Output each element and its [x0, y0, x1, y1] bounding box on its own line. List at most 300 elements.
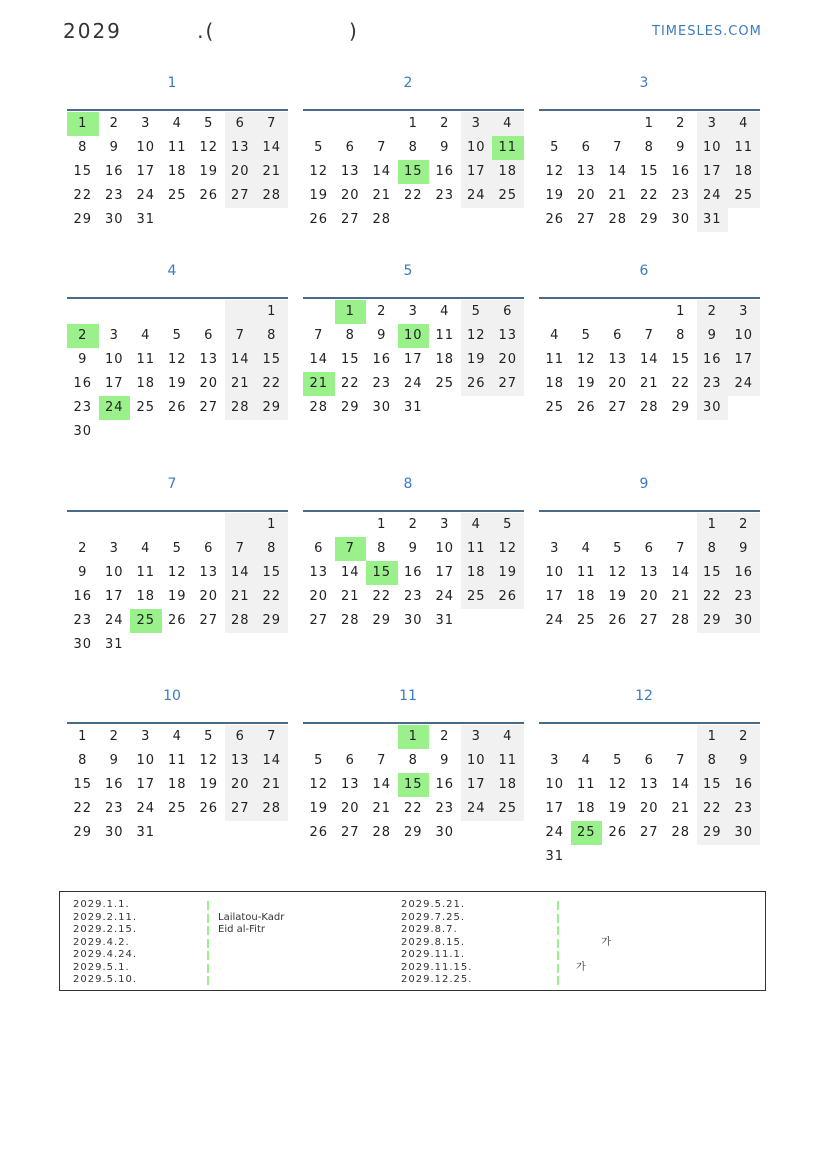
day-cell[interactable]: 23: [403, 589, 423, 604]
day-cell[interactable]: 17: [545, 801, 565, 816]
day-cell[interactable]: 25: [167, 188, 187, 203]
day-cell[interactable]: 27: [225, 797, 257, 821]
day-cell[interactable]: 18: [136, 376, 156, 391]
day-cell[interactable]: 2: [440, 729, 450, 744]
day-cell[interactable]: 1: [676, 304, 686, 319]
day-cell[interactable]: 24: [435, 589, 455, 604]
day-cell[interactable]: 20: [199, 376, 219, 391]
holiday-day-cell[interactable]: 10: [398, 324, 430, 348]
holiday-day-cell[interactable]: 11: [492, 136, 524, 160]
day-cell[interactable]: 7: [314, 328, 324, 343]
day-cell[interactable]: 27: [639, 613, 659, 628]
day-cell[interactable]: 28: [608, 212, 628, 227]
day-cell[interactable]: 4: [581, 541, 591, 556]
day-cell[interactable]: 5: [492, 513, 524, 537]
day-cell[interactable]: 13: [340, 164, 360, 179]
day-cell[interactable]: 4: [492, 112, 524, 136]
day-cell[interactable]: 11: [545, 352, 565, 367]
holiday-day-cell[interactable]: 21: [303, 372, 335, 396]
day-cell[interactable]: 16: [435, 777, 455, 792]
day-cell[interactable]: 7: [377, 140, 387, 155]
day-cell[interactable]: 8: [256, 324, 288, 348]
day-cell[interactable]: 17: [104, 376, 124, 391]
day-cell[interactable]: 25: [435, 376, 455, 391]
day-cell[interactable]: 30: [372, 400, 392, 415]
day-cell[interactable]: 6: [225, 725, 257, 749]
day-cell[interactable]: 13: [492, 324, 524, 348]
day-cell[interactable]: 8: [697, 537, 729, 561]
day-cell[interactable]: 2: [697, 300, 729, 324]
day-cell[interactable]: 7: [256, 725, 288, 749]
day-cell[interactable]: 2: [78, 541, 88, 556]
day-cell[interactable]: 16: [104, 164, 124, 179]
day-cell[interactable]: 26: [309, 212, 329, 227]
day-cell[interactable]: 18: [136, 589, 156, 604]
day-cell[interactable]: 2: [109, 116, 119, 131]
day-cell[interactable]: 30: [73, 637, 93, 652]
day-cell[interactable]: 25: [728, 184, 760, 208]
day-cell[interactable]: 1: [78, 729, 88, 744]
day-cell[interactable]: 31: [545, 849, 565, 864]
day-cell[interactable]: 6: [492, 300, 524, 324]
day-cell[interactable]: 3: [461, 112, 493, 136]
day-cell[interactable]: 18: [728, 160, 760, 184]
day-cell[interactable]: 9: [440, 140, 450, 155]
holiday-day-cell[interactable]: 25: [571, 821, 603, 845]
day-cell[interactable]: 24: [104, 613, 124, 628]
day-cell[interactable]: 15: [73, 777, 93, 792]
day-cell[interactable]: 9: [109, 753, 119, 768]
day-cell[interactable]: 25: [492, 184, 524, 208]
day-cell[interactable]: 12: [576, 352, 596, 367]
day-cell[interactable]: 16: [73, 376, 93, 391]
day-cell[interactable]: 21: [256, 773, 288, 797]
day-cell[interactable]: 14: [608, 164, 628, 179]
day-cell[interactable]: 26: [309, 825, 329, 840]
day-cell[interactable]: 10: [136, 753, 156, 768]
day-cell[interactable]: 14: [372, 164, 392, 179]
day-cell[interactable]: 5: [204, 729, 214, 744]
day-cell[interactable]: 3: [550, 541, 560, 556]
day-cell[interactable]: 29: [73, 212, 93, 227]
day-cell[interactable]: 4: [581, 753, 591, 768]
day-cell[interactable]: 9: [728, 537, 760, 561]
day-cell[interactable]: 13: [225, 136, 257, 160]
day-cell[interactable]: 15: [256, 348, 288, 372]
day-cell[interactable]: 28: [372, 212, 392, 227]
day-cell[interactable]: 30: [435, 825, 455, 840]
day-cell[interactable]: 8: [644, 140, 654, 155]
day-cell[interactable]: 4: [728, 112, 760, 136]
day-cell[interactable]: 1: [697, 513, 729, 537]
day-cell[interactable]: 26: [167, 400, 187, 415]
day-cell[interactable]: 22: [73, 188, 93, 203]
day-cell[interactable]: 11: [576, 565, 596, 580]
day-cell[interactable]: 28: [372, 825, 392, 840]
day-cell[interactable]: 17: [435, 565, 455, 580]
day-cell[interactable]: 29: [639, 212, 659, 227]
day-cell[interactable]: 4: [141, 328, 151, 343]
day-cell[interactable]: 30: [671, 212, 691, 227]
day-cell[interactable]: 23: [671, 188, 691, 203]
day-cell[interactable]: 15: [671, 352, 691, 367]
day-cell[interactable]: 24: [136, 801, 156, 816]
day-cell[interactable]: 31: [435, 613, 455, 628]
day-cell[interactable]: 10: [461, 136, 493, 160]
day-cell[interactable]: 13: [225, 749, 257, 773]
day-cell[interactable]: 4: [492, 725, 524, 749]
holiday-day-cell[interactable]: 2: [67, 324, 99, 348]
day-cell[interactable]: 18: [576, 589, 596, 604]
day-cell[interactable]: 18: [167, 164, 187, 179]
holiday-day-cell[interactable]: 1: [335, 300, 367, 324]
day-cell[interactable]: 17: [104, 589, 124, 604]
day-cell[interactable]: 18: [461, 561, 493, 585]
day-cell[interactable]: 28: [309, 400, 329, 415]
day-cell[interactable]: 13: [639, 777, 659, 792]
day-cell[interactable]: 22: [403, 188, 423, 203]
day-cell[interactable]: 21: [340, 589, 360, 604]
day-cell[interactable]: 15: [340, 352, 360, 367]
day-cell[interactable]: 16: [104, 777, 124, 792]
day-cell[interactable]: 3: [461, 725, 493, 749]
day-cell[interactable]: 17: [403, 352, 423, 367]
day-cell[interactable]: 17: [728, 348, 760, 372]
day-cell[interactable]: 5: [314, 753, 324, 768]
day-cell[interactable]: 16: [728, 773, 760, 797]
day-cell[interactable]: 3: [109, 328, 119, 343]
day-cell[interactable]: 5: [550, 140, 560, 155]
day-cell[interactable]: 17: [461, 773, 493, 797]
day-cell[interactable]: 6: [581, 140, 591, 155]
day-cell[interactable]: 19: [545, 188, 565, 203]
day-cell[interactable]: 28: [671, 825, 691, 840]
day-cell[interactable]: 20: [340, 188, 360, 203]
day-cell[interactable]: 21: [639, 376, 659, 391]
day-cell[interactable]: 2: [440, 116, 450, 131]
holiday-day-cell[interactable]: 25: [130, 609, 162, 633]
day-cell[interactable]: 10: [435, 541, 455, 556]
day-cell[interactable]: 22: [372, 589, 392, 604]
day-cell[interactable]: 6: [204, 541, 214, 556]
day-cell[interactable]: 30: [73, 424, 93, 439]
day-cell[interactable]: 5: [172, 541, 182, 556]
day-cell[interactable]: 31: [403, 400, 423, 415]
day-cell[interactable]: 20: [340, 801, 360, 816]
day-cell[interactable]: 13: [576, 164, 596, 179]
day-cell[interactable]: 29: [697, 821, 729, 845]
day-cell[interactable]: 30: [728, 821, 760, 845]
day-cell[interactable]: 22: [697, 585, 729, 609]
day-cell[interactable]: 23: [73, 400, 93, 415]
day-cell[interactable]: 22: [340, 376, 360, 391]
day-cell[interactable]: 23: [104, 801, 124, 816]
day-cell[interactable]: 21: [225, 585, 257, 609]
day-cell[interactable]: 19: [167, 376, 187, 391]
day-cell[interactable]: 16: [403, 565, 423, 580]
day-cell[interactable]: 23: [372, 376, 392, 391]
day-cell[interactable]: 23: [435, 188, 455, 203]
day-cell[interactable]: 5: [172, 328, 182, 343]
day-cell[interactable]: 13: [340, 777, 360, 792]
day-cell[interactable]: 27: [309, 613, 329, 628]
day-cell[interactable]: 25: [576, 613, 596, 628]
day-cell[interactable]: 31: [136, 825, 156, 840]
holiday-day-cell[interactable]: 15: [398, 160, 430, 184]
day-cell[interactable]: 10: [104, 565, 124, 580]
day-cell[interactable]: 9: [440, 753, 450, 768]
day-cell[interactable]: 27: [199, 613, 219, 628]
day-cell[interactable]: 20: [225, 773, 257, 797]
day-cell[interactable]: 10: [545, 777, 565, 792]
day-cell[interactable]: 19: [199, 164, 219, 179]
day-cell[interactable]: 17: [461, 160, 493, 184]
day-cell[interactable]: 18: [576, 801, 596, 816]
day-cell[interactable]: 26: [167, 613, 187, 628]
day-cell[interactable]: 30: [104, 825, 124, 840]
day-cell[interactable]: 19: [576, 376, 596, 391]
day-cell[interactable]: 10: [545, 565, 565, 580]
day-cell[interactable]: 12: [199, 753, 219, 768]
day-cell[interactable]: 31: [136, 212, 156, 227]
day-cell[interactable]: 16: [697, 348, 729, 372]
day-cell[interactable]: 24: [461, 797, 493, 821]
day-cell[interactable]: 6: [644, 541, 654, 556]
day-cell[interactable]: 21: [256, 160, 288, 184]
day-cell[interactable]: 24: [136, 188, 156, 203]
day-cell[interactable]: 11: [492, 749, 524, 773]
day-cell[interactable]: 9: [78, 352, 88, 367]
day-cell[interactable]: 7: [644, 328, 654, 343]
day-cell[interactable]: 21: [372, 188, 392, 203]
day-cell[interactable]: 24: [545, 613, 565, 628]
day-cell[interactable]: 23: [728, 585, 760, 609]
day-cell[interactable]: 12: [608, 777, 628, 792]
day-cell[interactable]: 17: [136, 777, 156, 792]
day-cell[interactable]: 19: [309, 188, 329, 203]
day-cell[interactable]: 27: [340, 825, 360, 840]
day-cell[interactable]: 4: [461, 513, 493, 537]
day-cell[interactable]: 29: [340, 400, 360, 415]
day-cell[interactable]: 27: [576, 212, 596, 227]
day-cell[interactable]: 28: [256, 797, 288, 821]
day-cell[interactable]: 24: [545, 825, 565, 840]
day-cell[interactable]: 20: [309, 589, 329, 604]
day-cell[interactable]: 23: [435, 801, 455, 816]
day-cell[interactable]: 29: [256, 609, 288, 633]
day-cell[interactable]: 3: [550, 753, 560, 768]
day-cell[interactable]: 3: [141, 116, 151, 131]
day-cell[interactable]: 8: [408, 753, 418, 768]
day-cell[interactable]: 8: [78, 140, 88, 155]
day-cell[interactable]: 26: [608, 613, 628, 628]
day-cell[interactable]: 20: [576, 188, 596, 203]
day-cell[interactable]: 12: [545, 164, 565, 179]
day-cell[interactable]: 22: [671, 376, 691, 391]
day-cell[interactable]: 25: [545, 400, 565, 415]
day-cell[interactable]: 31: [697, 208, 729, 232]
day-cell[interactable]: 25: [167, 801, 187, 816]
day-cell[interactable]: 18: [492, 773, 524, 797]
holiday-day-cell[interactable]: 24: [99, 396, 131, 420]
day-cell[interactable]: 6: [204, 328, 214, 343]
day-cell[interactable]: 15: [697, 773, 729, 797]
day-cell[interactable]: 27: [225, 184, 257, 208]
day-cell[interactable]: 14: [225, 561, 257, 585]
day-cell[interactable]: 2: [676, 116, 686, 131]
day-cell[interactable]: 26: [461, 372, 493, 396]
day-cell[interactable]: 11: [167, 753, 187, 768]
day-cell[interactable]: 5: [581, 328, 591, 343]
day-cell[interactable]: 20: [199, 589, 219, 604]
day-cell[interactable]: 17: [545, 589, 565, 604]
day-cell[interactable]: 14: [671, 777, 691, 792]
day-cell[interactable]: 16: [728, 561, 760, 585]
day-cell[interactable]: 10: [728, 324, 760, 348]
day-cell[interactable]: 21: [225, 372, 257, 396]
day-cell[interactable]: 6: [644, 753, 654, 768]
day-cell[interactable]: 27: [340, 212, 360, 227]
day-cell[interactable]: 4: [141, 541, 151, 556]
day-cell[interactable]: 13: [309, 565, 329, 580]
day-cell[interactable]: 18: [435, 352, 455, 367]
day-cell[interactable]: 3: [141, 729, 151, 744]
day-cell[interactable]: 14: [639, 352, 659, 367]
day-cell[interactable]: 29: [256, 396, 288, 420]
day-cell[interactable]: 12: [309, 777, 329, 792]
day-cell[interactable]: 26: [608, 825, 628, 840]
day-cell[interactable]: 8: [256, 537, 288, 561]
day-cell[interactable]: 8: [697, 749, 729, 773]
day-cell[interactable]: 18: [167, 777, 187, 792]
day-cell[interactable]: 13: [639, 565, 659, 580]
day-cell[interactable]: 7: [676, 541, 686, 556]
day-cell[interactable]: 11: [728, 136, 760, 160]
day-cell[interactable]: 22: [256, 585, 288, 609]
day-cell[interactable]: 27: [639, 825, 659, 840]
day-cell[interactable]: 11: [136, 352, 156, 367]
day-cell[interactable]: 20: [492, 348, 524, 372]
holiday-day-cell[interactable]: 1: [398, 725, 430, 749]
day-cell[interactable]: 11: [167, 140, 187, 155]
day-cell[interactable]: 6: [225, 112, 257, 136]
day-cell[interactable]: 14: [256, 136, 288, 160]
day-cell[interactable]: 23: [697, 372, 729, 396]
day-cell[interactable]: 15: [73, 164, 93, 179]
day-cell[interactable]: 9: [697, 324, 729, 348]
day-cell[interactable]: 7: [225, 537, 257, 561]
day-cell[interactable]: 16: [671, 164, 691, 179]
day-cell[interactable]: 16: [372, 352, 392, 367]
day-cell[interactable]: 3: [697, 112, 729, 136]
day-cell[interactable]: 4: [440, 304, 450, 319]
day-cell[interactable]: 12: [167, 352, 187, 367]
day-cell[interactable]: 9: [408, 541, 418, 556]
day-cell[interactable]: 22: [403, 801, 423, 816]
day-cell[interactable]: 14: [372, 777, 392, 792]
day-cell[interactable]: 5: [461, 300, 493, 324]
holiday-day-cell[interactable]: 1: [67, 112, 99, 136]
day-cell[interactable]: 16: [73, 589, 93, 604]
day-cell[interactable]: 5: [204, 116, 214, 131]
day-cell[interactable]: 6: [345, 140, 355, 155]
day-cell[interactable]: 20: [639, 801, 659, 816]
day-cell[interactable]: 8: [676, 328, 686, 343]
day-cell[interactable]: 4: [172, 116, 182, 131]
day-cell[interactable]: 5: [314, 140, 324, 155]
day-cell[interactable]: 8: [408, 140, 418, 155]
day-cell[interactable]: 27: [492, 372, 524, 396]
day-cell[interactable]: 26: [545, 212, 565, 227]
day-cell[interactable]: 28: [225, 396, 257, 420]
day-cell[interactable]: 30: [403, 613, 423, 628]
day-cell[interactable]: 10: [461, 749, 493, 773]
day-cell[interactable]: 21: [671, 801, 691, 816]
day-cell[interactable]: 4: [172, 729, 182, 744]
day-cell[interactable]: 15: [697, 561, 729, 585]
day-cell[interactable]: 19: [199, 777, 219, 792]
day-cell[interactable]: 28: [225, 609, 257, 633]
day-cell[interactable]: 21: [671, 589, 691, 604]
day-cell[interactable]: 20: [608, 376, 628, 391]
day-cell[interactable]: 13: [199, 352, 219, 367]
day-cell[interactable]: 14: [256, 749, 288, 773]
day-cell[interactable]: 9: [676, 140, 686, 155]
day-cell[interactable]: 20: [639, 589, 659, 604]
day-cell[interactable]: 2: [408, 517, 418, 532]
day-cell[interactable]: 24: [697, 184, 729, 208]
day-cell[interactable]: 8: [345, 328, 355, 343]
day-cell[interactable]: 19: [492, 561, 524, 585]
day-cell[interactable]: 24: [461, 184, 493, 208]
day-cell[interactable]: 2: [728, 725, 760, 749]
day-cell[interactable]: 2: [377, 304, 387, 319]
day-cell[interactable]: 31: [104, 637, 124, 652]
day-cell[interactable]: 30: [697, 396, 729, 420]
day-cell[interactable]: 5: [613, 753, 623, 768]
day-cell[interactable]: 22: [256, 372, 288, 396]
day-cell[interactable]: 22: [639, 188, 659, 203]
day-cell[interactable]: 23: [728, 797, 760, 821]
day-cell[interactable]: 19: [309, 801, 329, 816]
day-cell[interactable]: 24: [728, 372, 760, 396]
day-cell[interactable]: 2: [728, 513, 760, 537]
day-cell[interactable]: 6: [345, 753, 355, 768]
day-cell[interactable]: 11: [136, 565, 156, 580]
day-cell[interactable]: 17: [697, 160, 729, 184]
day-cell[interactable]: 16: [435, 164, 455, 179]
day-cell[interactable]: 1: [256, 300, 288, 324]
day-cell[interactable]: 30: [728, 609, 760, 633]
day-cell[interactable]: 30: [104, 212, 124, 227]
day-cell[interactable]: 12: [199, 140, 219, 155]
day-cell[interactable]: 28: [639, 400, 659, 415]
day-cell[interactable]: 6: [314, 541, 324, 556]
day-cell[interactable]: 9: [728, 749, 760, 773]
day-cell[interactable]: 10: [697, 136, 729, 160]
day-cell[interactable]: 22: [73, 801, 93, 816]
day-cell[interactable]: 15: [256, 561, 288, 585]
day-cell[interactable]: 13: [608, 352, 628, 367]
day-cell[interactable]: 14: [225, 348, 257, 372]
day-cell[interactable]: 11: [461, 537, 493, 561]
day-cell[interactable]: 1: [256, 513, 288, 537]
day-cell[interactable]: 7: [256, 112, 288, 136]
day-cell[interactable]: 25: [461, 585, 493, 609]
day-cell[interactable]: 9: [377, 328, 387, 343]
day-cell[interactable]: 12: [492, 537, 524, 561]
day-cell[interactable]: 3: [408, 304, 418, 319]
